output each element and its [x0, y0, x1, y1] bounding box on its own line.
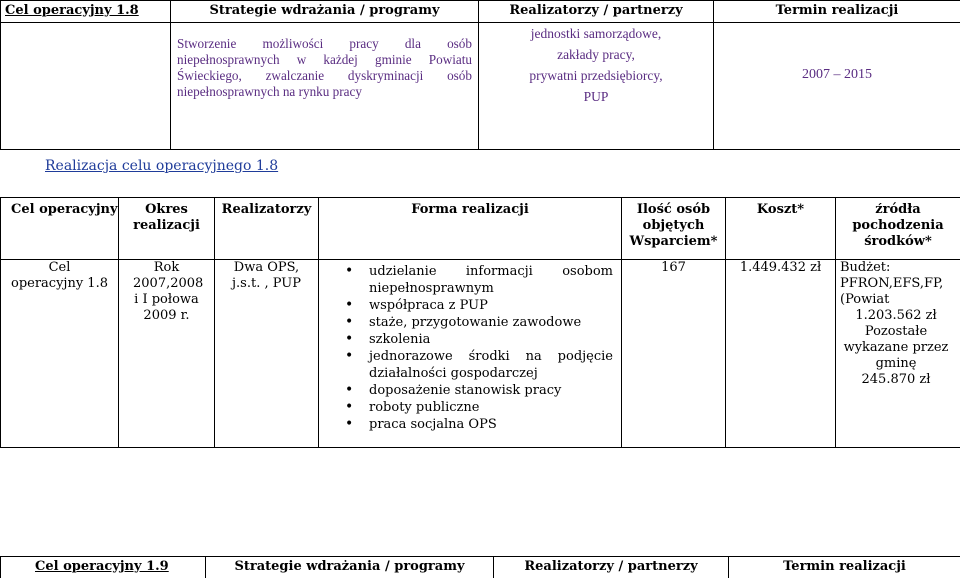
header-strategy: Strategie wdrażania / programy [171, 1, 479, 23]
row-goal: Cel operacyjny 1.8 [1, 260, 119, 448]
strategy-table-1-8 [0, 0, 960, 150]
partner-3: prywatni przedsiębiorcy, [529, 68, 663, 83]
row-executors: Dwa OPS, j.s.t. , PUP [215, 260, 319, 448]
row-period: Rok 2007,2008 i I połowa 2009 r. [119, 260, 215, 448]
header-goal-1-9: Cel operacyjny 1.9 [1, 557, 206, 579]
sources-line: (Powiat [840, 292, 890, 307]
header-sources: źródła pochodzenia środków* [836, 198, 960, 260]
form-item: • staże, przygotowanie zawodowe [369, 314, 613, 331]
sources-line: 245.870 zł [861, 372, 931, 387]
header-term: Termin realizacji [714, 1, 960, 23]
sources-line: 1.203.562 zł [855, 308, 937, 323]
row-cost: 1.449.432 zł [726, 260, 836, 448]
strategy-table-1-9 [0, 556, 960, 578]
header-cost: Koszt* [726, 198, 836, 260]
header-goal-2: Cel operacyjny [1, 198, 119, 260]
form-item: • praca socjalna OPS [369, 416, 613, 433]
form-item: • współpraca z PUP [369, 297, 613, 314]
strategy-cell [171, 23, 479, 150]
form-item: • jednorazowe środki na podjęcie działalności gospodarczej [369, 348, 613, 382]
partner-2: zakłady pracy, [557, 47, 635, 62]
row-people: 167 [622, 260, 726, 448]
strategy-text: Stworzenie możliwości pracy dla osób niepełnosprawnych w każdej gminie Powiatu Świeckiego, zwalczanie dyskryminacji osób niepełnosprawnych na rynku pracy [177, 36, 472, 99]
header-goal: Cel operacyjny 1.8 [1, 1, 171, 23]
header-period: Okres realizacji [119, 198, 215, 260]
header-term-1-9: Termin realizacji [729, 557, 960, 579]
header-strategy-1-9: Strategie wdrażania / programy [206, 557, 494, 579]
header-executors: Realizatorzy [215, 198, 319, 260]
term-cell: 2007 – 2015 [714, 23, 960, 150]
forms-cell [319, 260, 622, 448]
form-item: • roboty publiczne [369, 399, 613, 416]
section-heading-link[interactable]: Realizacja celu operacyjnego 1.8 [45, 158, 279, 174]
realization-table-1-8 [0, 197, 960, 448]
form-item: • szkolenia [369, 331, 613, 348]
partner-1: jednostki samorządowe, [530, 26, 662, 41]
header-partners: Realizatorzy / partnerzy [479, 1, 714, 23]
partner-4: PUP [583, 89, 609, 104]
form-item: • doposażenie stanowisk pracy [369, 382, 613, 399]
header-people: Ilość osób objętych Wsparciem* [622, 198, 726, 260]
header-partners-1-9: Realizatorzy / partnerzy [494, 557, 729, 579]
empty-goal-cell [1, 23, 171, 150]
sources-cell [836, 260, 960, 448]
sources-line: Budżet: [840, 260, 891, 275]
forms-list [333, 263, 613, 433]
sources-line: Pozostałe wykazane przez gminę [843, 324, 949, 371]
header-form: Forma realizacji [319, 198, 622, 260]
partners-cell [479, 23, 714, 150]
form-item: • udzielanie informacji osobom niepełnosprawnym [369, 263, 613, 297]
sources-line: PFRON,EFS,FP, [840, 276, 944, 291]
